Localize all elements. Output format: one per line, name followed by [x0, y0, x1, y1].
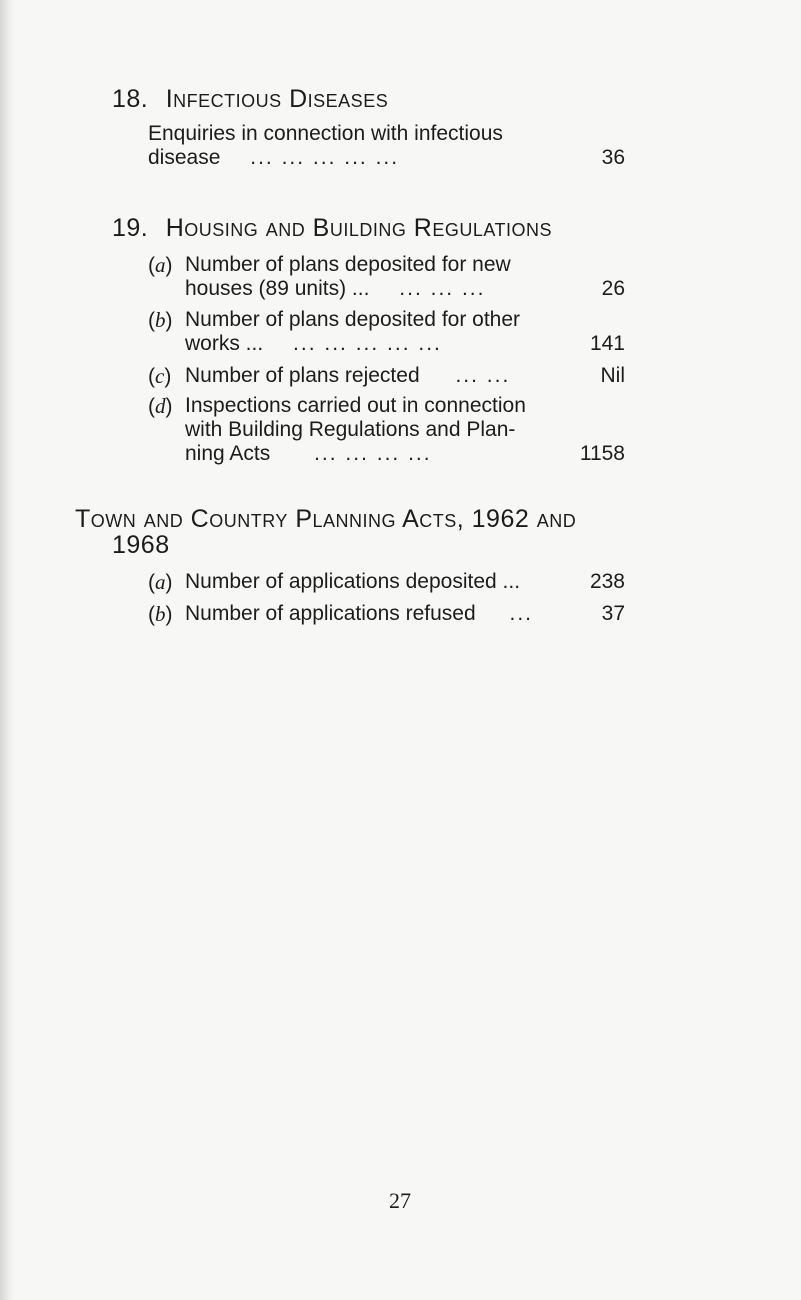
town-b-text: Number of applications refused ... — [185, 602, 534, 625]
s19-b-label: (b) — [148, 308, 173, 332]
town-a-label: (a) — [148, 570, 173, 594]
s19-b-value: 141 — [589, 332, 625, 355]
s18-item-value: 36 — [601, 146, 625, 169]
town-a-text: Number of applications deposited ... — [185, 570, 521, 593]
town-planning-heading-year: 1968 — [112, 531, 170, 559]
s19-b-line2: works ... ... ... ... ... ... — [185, 332, 442, 355]
s19-b-line1: Number of plans deposited for other — [185, 308, 521, 331]
s19-d-label: (d) — [148, 394, 173, 418]
s19-a-label: (a) — [148, 253, 173, 277]
s19-d-line3: ning Acts ... ... ... ... — [185, 442, 432, 465]
s18-item-line1: Enquiries in connection with infectious — [148, 122, 503, 145]
town-a-value: 238 — [589, 570, 625, 593]
section-19-heading — [112, 213, 552, 243]
section-18-heading — [112, 84, 388, 114]
section-19-number: 19. — [112, 214, 149, 242]
town-b-label: (b) — [148, 602, 173, 626]
section-18-number: 18. — [112, 85, 149, 113]
s19-a-line2: houses (89 units) ... ... ... ... — [185, 277, 486, 300]
s19-d-value: 1158 — [579, 442, 625, 465]
town-planning-heading: Town and Country Planning Acts, 1962 and — [75, 505, 577, 533]
s19-c-line1: Number of plans rejected ... ... — [185, 364, 511, 387]
section-19-title: Housing and Building Regulations — [165, 214, 553, 242]
page-number: 27 — [389, 1188, 411, 1213]
s19-c-value: Nil — [600, 364, 625, 387]
s19-c-label: (c) — [148, 364, 172, 388]
s19-d-line1: Inspections carried out in connection — [185, 394, 526, 417]
section-18-title: Infectious Diseases — [165, 85, 389, 113]
s18-item-line2: disease ... ... ... ... ... — [148, 146, 400, 169]
s19-a-line1: Number of plans deposited for new — [185, 253, 511, 276]
town-b-value: 37 — [601, 602, 625, 625]
s19-d-line2: with Building Regulations and Plan- — [185, 418, 516, 441]
s19-a-value: 26 — [601, 277, 625, 300]
page-edge-shadow — [0, 0, 14, 1300]
